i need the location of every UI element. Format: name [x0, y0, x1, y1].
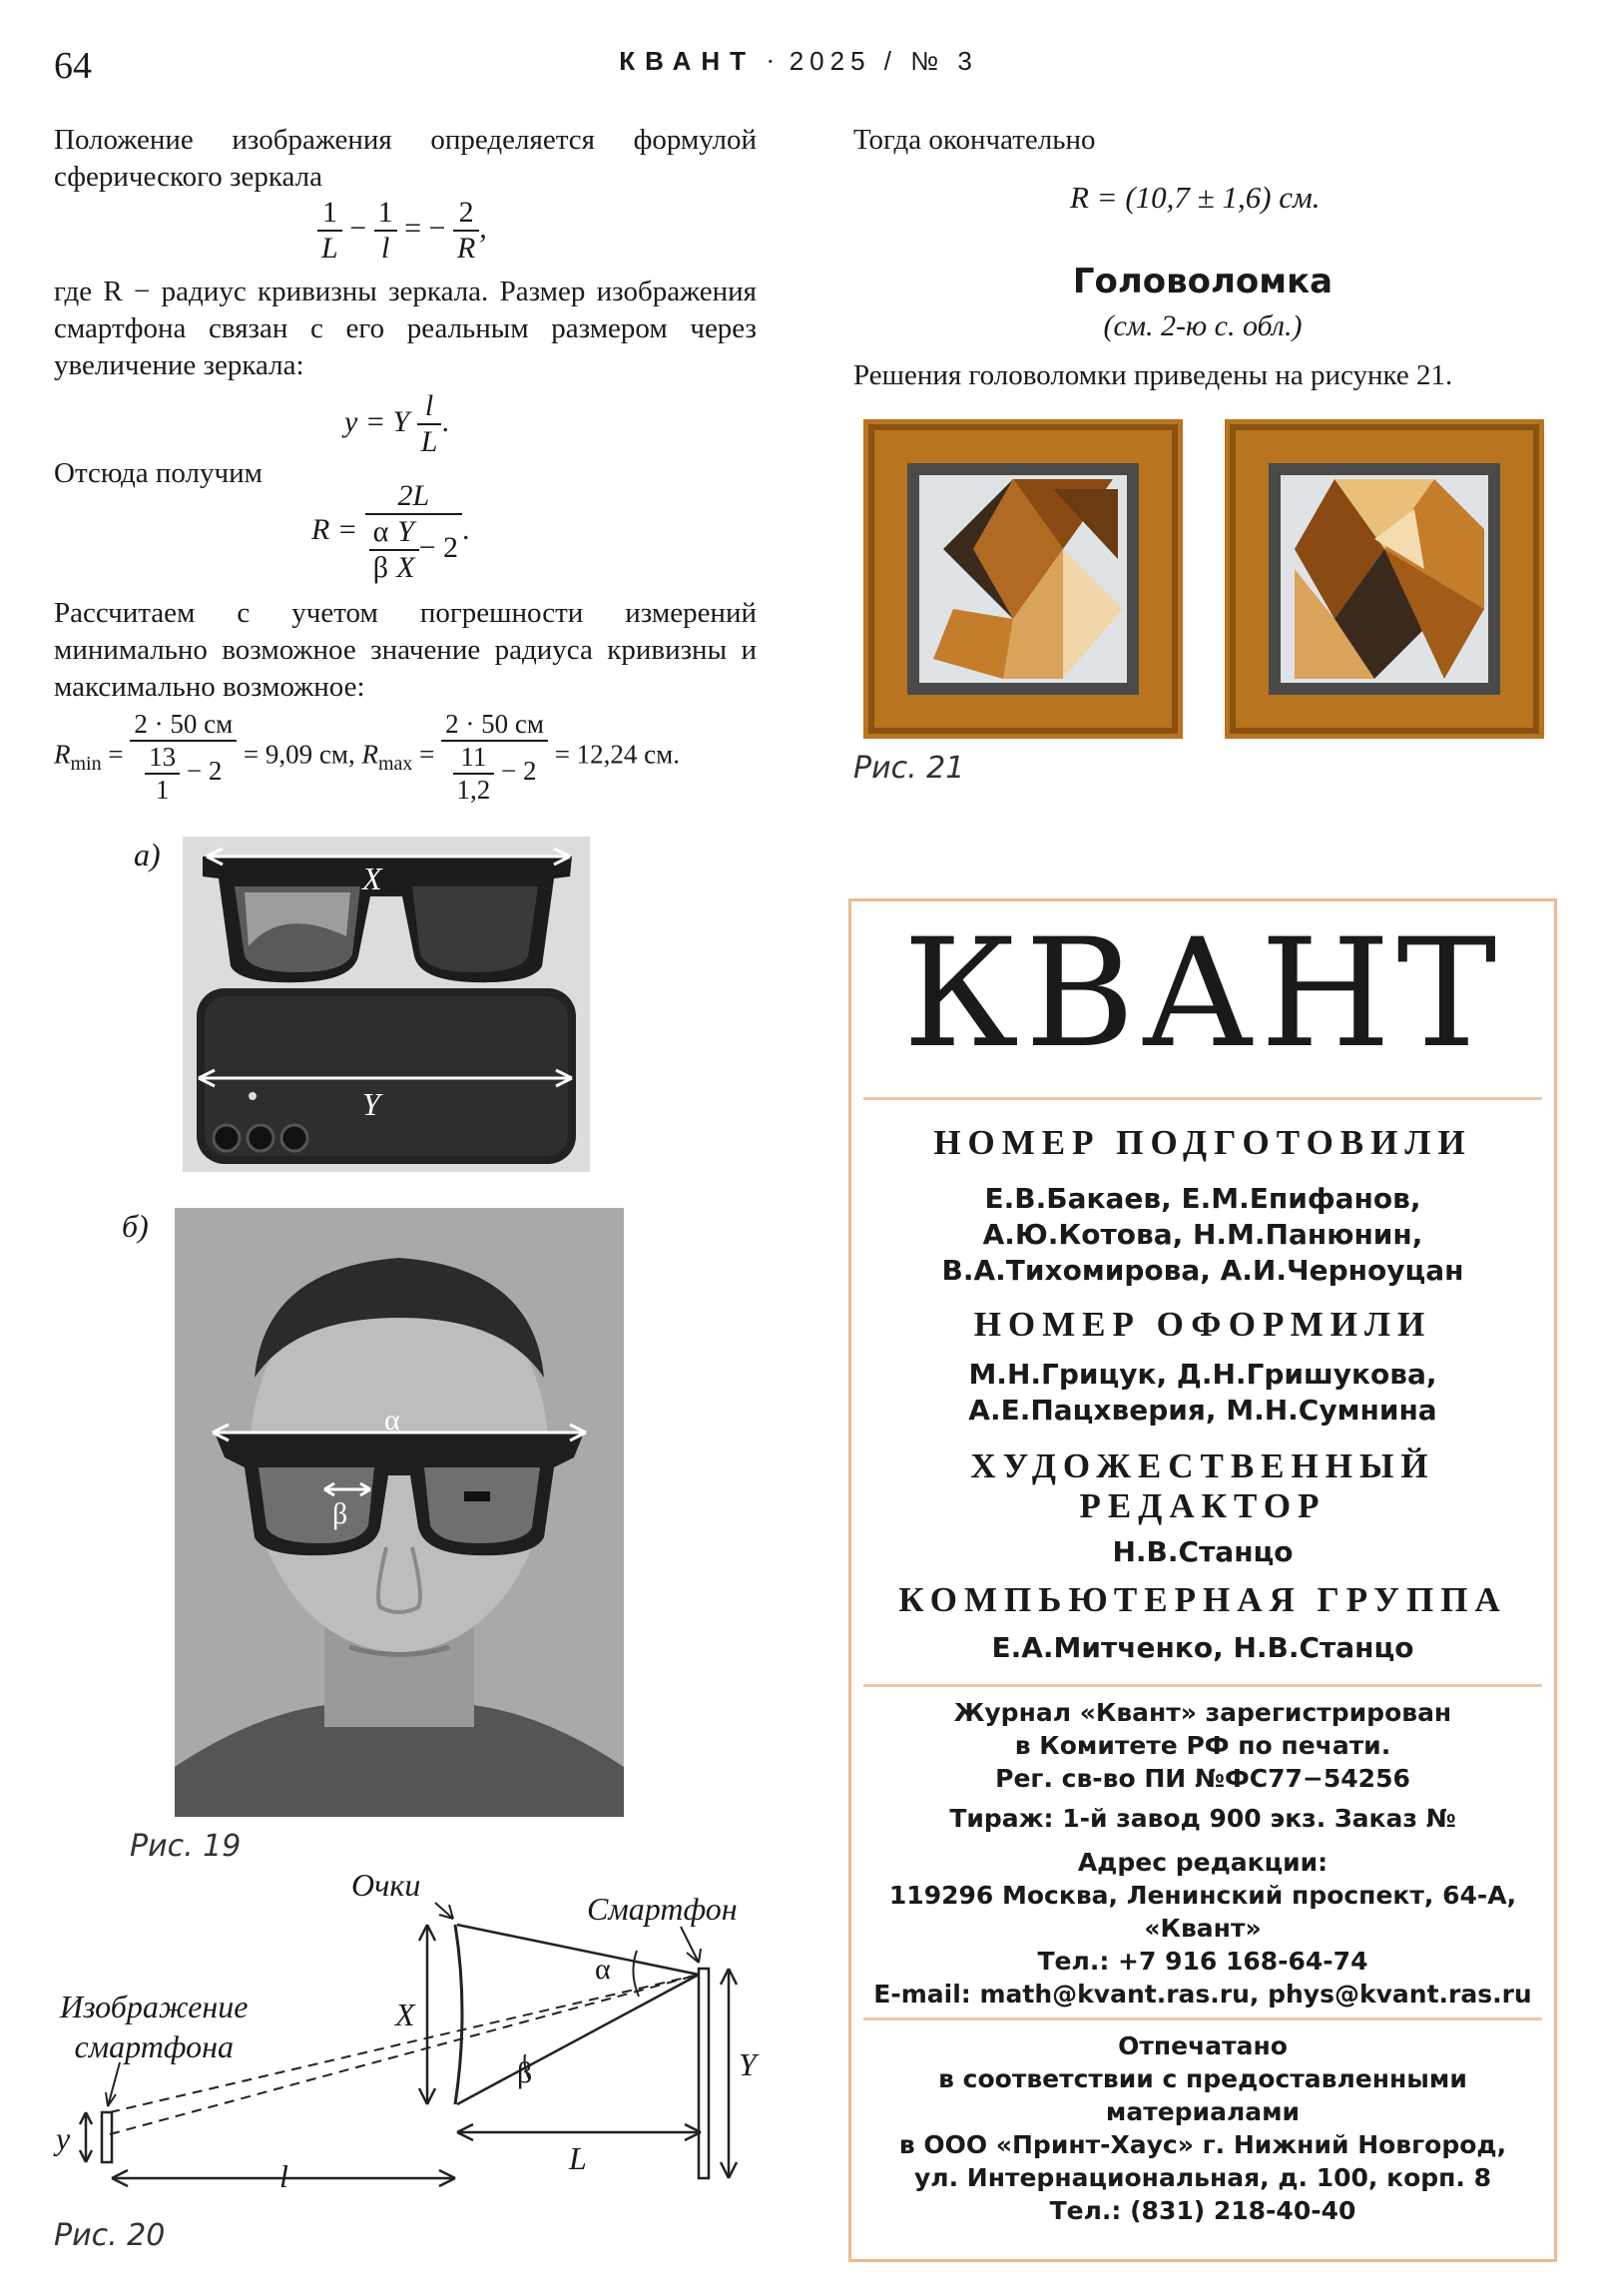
fig19-caption: Рис. 19 [130, 1829, 242, 1864]
fig20-l-big-label: L [569, 2140, 587, 2176]
fig19b-beta-label: β [332, 1497, 348, 1530]
fig21-puzzle-right [1225, 419, 1544, 739]
printing-info: Отпечатано в соответствии с предоставленными материалами в ООО «Принт-Хаус» г. Нижний Новгород, ул. Интернациональная, д. 100, корп. 8 Тел.: (831) 218-40-40 [898, 2031, 1507, 2225]
page-number: 64 [54, 45, 92, 87]
prepared-names: Е.В.Бакаев, Е.М.Епифанов, А.Ю.Котова, Н.М.Панюнин, В.А.Тихомирова, А.И.Черноуцан [941, 1182, 1464, 1287]
fig20-y-label: Y [739, 2046, 757, 2082]
header-dot: · [766, 47, 780, 76]
fig19-label-a: а) [134, 837, 161, 872]
imprint-box [848, 898, 1557, 2262]
paragraph-calc: Рассчитаем с учетом погрешности измерений минимально возможное значение радиуса кривизны и максимально возможное: [54, 597, 757, 703]
registration-info: Журнал «Квант» зарегистрирован в Комитете РФ по печати. Рег. св-во ПИ №ФС77−54256 [953, 1698, 1452, 1793]
imprint-rule-3 [863, 2017, 1542, 2020]
fig19a-photo [183, 837, 590, 1172]
imprint-rule-1 [863, 1097, 1542, 1100]
fig21-puzzle-left [863, 419, 1183, 739]
art-editor-name: Н.В.Станцо [1112, 1535, 1294, 1568]
imprint-title: КВАНТ [902, 907, 1503, 1081]
formula-mirror: $\frac{1}{L}$ − $\frac{1}{l}$ = − $\frac{2}{R}$ , [317, 196, 617, 266]
designed-names: М.Н.Грицук, Д.Н.Гришукова, А.Е.Пацхверия, М.Н.Сумнина [968, 1358, 1437, 1427]
computer-group-names: Е.А.Митченко, Н.В.Станцо [991, 1631, 1414, 1664]
running-head [0, 46, 1597, 77]
fig20-alpha-label: α [595, 1953, 611, 1986]
fig20-smartphone-label: Смартфон [587, 1891, 738, 1927]
fig21-caption: Рис. 21 [853, 751, 965, 786]
formula-magnification: y = Y $\frac{l}{L}$ . [344, 389, 449, 458]
formula-final: R = (10,7 ± 1,6) см. [1070, 180, 1321, 215]
designed-heading: НОМЕР ОФОРМИЛИ [973, 1305, 1432, 1344]
fig20-l-small-label: l [279, 2158, 288, 2194]
paragraph-mirror-formula: Положение изображения определяется формулой сферического зеркала [54, 124, 757, 193]
fig19a-x-label: X [362, 861, 382, 896]
circulation-info: Тираж: 1-й завод 900 экз. Заказ № [949, 1804, 1456, 1833]
formula-radius: R = 2L $\frac{\alpha}{\beta}$ $\frac{Y}{X}$ − 2 . [311, 479, 470, 584]
fig20-caption: Рис. 20 [54, 2218, 166, 2253]
puzzle-text: Решения головоломки приведены на рисунке 21. [853, 359, 1453, 391]
paragraph-hence: Отсюда получим [54, 457, 263, 489]
puzzle-ref: (см. 2-ю с. обл.) [1103, 309, 1303, 342]
computer-group-heading: КОМПЬЮТЕРНАЯ ГРУППА [898, 1580, 1507, 1619]
journal-name: КВАНТ [619, 46, 757, 76]
fig20-x-label: X [395, 1997, 415, 2032]
art-editor-heading: ХУДОЖЕСТВЕННЫЙ РЕДАКТОР [970, 1446, 1435, 1525]
fig20-glasses-label: Очки [351, 1867, 421, 1903]
issue-number: 2025 / № 3 [789, 46, 978, 76]
paragraph-radius: где R − радиус кривизны зеркала. Размер изображения смартфона связан с его реальным размером через увеличение зеркала: [54, 276, 757, 381]
editorial-address: Адрес редакции: 119296 Москва, Ленинский проспект, 64-А, «Квант» Тел.: +7 916 168-64-74 E-mail: math@kvant.ras.ru, phys@kvant.ras.ru [873, 1848, 1532, 2009]
fig20-image-label: Изображение смартфона [60, 1989, 249, 2064]
fig19-label-b: б) [122, 1208, 149, 1244]
fig20-beta-label: β [517, 2056, 533, 2089]
puzzle-title: Головоломка [1072, 262, 1333, 301]
imprint-rule-2 [863, 1684, 1542, 1687]
fig20-small-y-label: y [56, 2120, 71, 2156]
fig19a-y-label: Y [362, 1086, 380, 1122]
formula-min-max: $R_{min}$ = 2 · 50 см $\frac{13}{1}$ − 2 = 9,09 см, $R_{max}$ = 2 · 50 см $\frac{11}{1,2}$ − 2 = 12,24 см. [54, 709, 680, 805]
fig20-diagram [40, 1867, 769, 2196]
fig19b-alpha-label: α [384, 1404, 400, 1436]
prepared-heading: НОМЕР ПОДГОТОВИЛИ [933, 1123, 1472, 1162]
fig19b-photo [175, 1208, 624, 1817]
paragraph-final: Тогда окончательно [853, 124, 1096, 156]
